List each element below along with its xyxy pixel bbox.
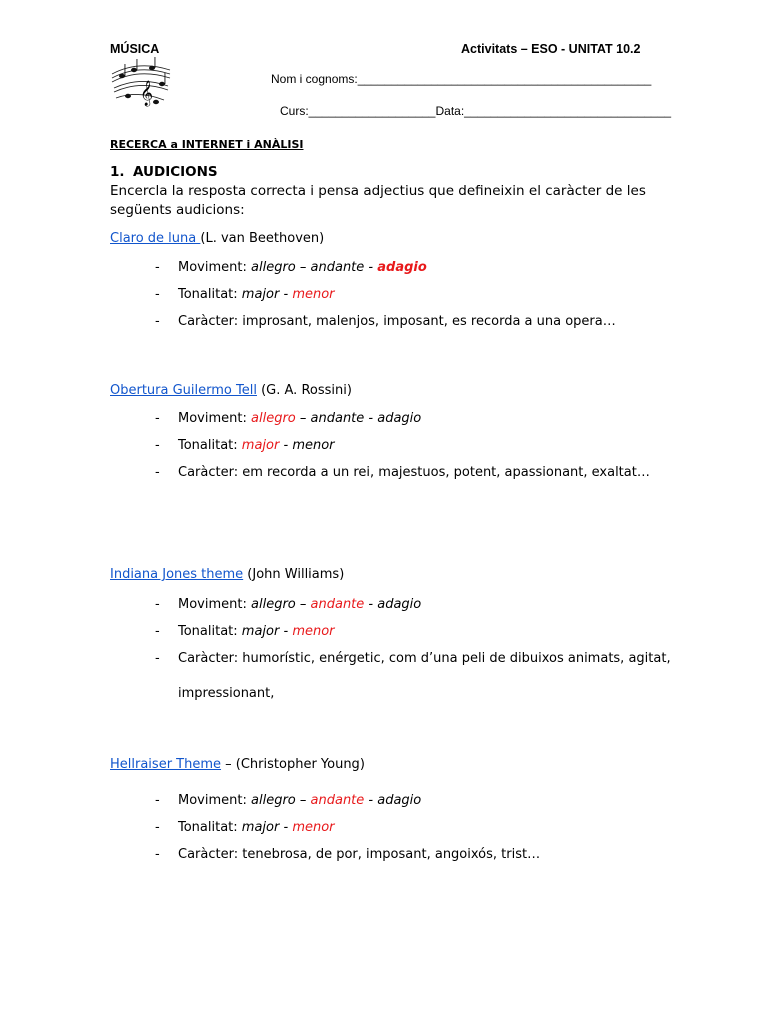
name-line: ____________________________________________ xyxy=(357,72,652,86)
separator: - xyxy=(364,597,378,612)
option-menor-selected[interactable]: menor xyxy=(292,287,335,302)
section-number: 1. xyxy=(110,164,125,180)
option-andante-selected[interactable]: andante xyxy=(310,597,365,612)
bullet-dash: - xyxy=(155,465,160,480)
name-field[interactable] xyxy=(271,72,651,86)
tonalitat-line xyxy=(178,820,335,835)
moviment-label: Moviment: xyxy=(178,597,251,612)
section-title: RECERCA a INTERNET i ANÀLISI xyxy=(110,138,304,151)
piece-composer: (G. A. Rossini) xyxy=(256,383,352,398)
bullet-dash: - xyxy=(155,260,160,275)
option-andante-selected[interactable]: andante xyxy=(310,793,365,808)
instructions: Encercla la resposta correcta i pensa adjectius que defineixin el caràcter de les següents audicions: xyxy=(110,183,646,218)
bullet-dash: - xyxy=(155,438,160,453)
moviment-label: Moviment: xyxy=(178,793,251,808)
moviment-label: Moviment: xyxy=(178,411,251,426)
moviment-label: Moviment: xyxy=(178,260,251,275)
option-allegro-selected[interactable]: allegro xyxy=(251,411,296,426)
date-line: _______________________________ xyxy=(464,104,672,118)
tonalitat-label: Tonalitat: xyxy=(178,438,242,453)
moviment-line xyxy=(178,411,421,426)
bullet-dash: - xyxy=(155,287,160,302)
caracter-line xyxy=(178,465,650,480)
bullet-dash: - xyxy=(155,624,160,639)
music-notes-logo xyxy=(108,56,176,110)
caracter-label: Caràcter: xyxy=(178,314,243,329)
caracter-label: Caràcter: xyxy=(178,847,243,862)
caracter-answer[interactable]: humorístic, enérgetic, com d’una peli de dibuixos animats, agitat, xyxy=(242,651,671,666)
svg-text:𝄞: 𝄞 xyxy=(140,81,154,106)
piece-title-line xyxy=(110,757,365,772)
separator: - xyxy=(364,411,378,426)
tonalitat-line xyxy=(178,438,335,453)
caracter-answer[interactable]: improsant, malenjos, imposant, es recorda a una opera… xyxy=(242,314,616,329)
moviment-line xyxy=(178,597,421,612)
separator: - xyxy=(364,793,378,808)
date-label: Data: xyxy=(435,104,465,118)
tonalitat-line xyxy=(178,624,335,639)
option-allegro[interactable]: allegro xyxy=(251,260,296,275)
caracter-continuation[interactable]: impressionant, xyxy=(178,686,275,701)
piece-title-line xyxy=(110,231,324,246)
separator: - xyxy=(279,287,293,302)
option-allegro[interactable]: allegro xyxy=(251,793,296,808)
bullet-dash: - xyxy=(155,651,160,666)
tonalitat-label: Tonalitat: xyxy=(178,624,242,639)
subject-title: MÚSICA xyxy=(110,42,160,56)
option-andante[interactable]: andante xyxy=(310,260,365,275)
moviment-line xyxy=(178,260,427,275)
option-major[interactable]: major xyxy=(241,287,280,302)
separator: – xyxy=(295,260,311,275)
section-heading xyxy=(110,164,218,180)
separator: - xyxy=(279,820,293,835)
piece-link[interactable]: Obertura Guilermo Tell xyxy=(110,383,257,398)
option-andante[interactable]: andante xyxy=(310,411,365,426)
separator: - xyxy=(279,624,293,639)
tonalitat-label: Tonalitat: xyxy=(178,287,242,302)
piece-composer: (John Williams) xyxy=(243,567,345,582)
piece-title-line xyxy=(110,383,352,398)
option-major[interactable]: major xyxy=(241,624,280,639)
option-adagio[interactable]: adagio xyxy=(377,597,422,612)
moviment-line xyxy=(178,793,421,808)
separator: - xyxy=(364,260,378,275)
activity-title: Activitats – ESO - UNITAT 10.2 xyxy=(461,42,641,56)
bullet-dash: - xyxy=(155,411,160,426)
option-major-selected[interactable]: major xyxy=(241,438,280,453)
option-menor-selected[interactable]: menor xyxy=(292,820,335,835)
option-menor[interactable]: menor xyxy=(292,438,335,453)
option-allegro[interactable]: allegro xyxy=(251,597,296,612)
caracter-answer[interactable]: em recorda a un rei, majestuos, potent, apassionant, exaltat… xyxy=(242,465,650,480)
bullet-dash: - xyxy=(155,820,160,835)
bullet-dash: - xyxy=(155,793,160,808)
course-date-field[interactable] xyxy=(280,104,671,118)
option-menor-selected[interactable]: menor xyxy=(292,624,335,639)
separator: – xyxy=(295,793,311,808)
caracter-line xyxy=(178,847,540,862)
course-line: ___________________ xyxy=(308,104,436,118)
separator: - xyxy=(279,438,293,453)
piece-composer: – (Christopher Young) xyxy=(221,757,365,772)
option-adagio[interactable]: adagio xyxy=(377,411,422,426)
option-adagio-selected[interactable]: adagio xyxy=(377,260,427,275)
separator: – xyxy=(295,411,311,426)
piece-link[interactable]: Hellraiser Theme xyxy=(110,757,222,772)
option-adagio[interactable]: adagio xyxy=(377,793,422,808)
caracter-answer[interactable]: tenebrosa, de por, imposant, angoixós, trist… xyxy=(242,847,541,862)
piece-composer: (L. van Beethoven) xyxy=(200,231,325,246)
caracter-line xyxy=(178,651,671,666)
tonalitat-label: Tonalitat: xyxy=(178,820,242,835)
name-label: Nom i cognoms: xyxy=(271,72,358,86)
bullet-dash: - xyxy=(155,597,160,612)
section-heading-text: AUDICIONS xyxy=(133,164,218,180)
caracter-label: Caràcter: xyxy=(178,465,243,480)
caracter-label: Caràcter: xyxy=(178,651,243,666)
caracter-line xyxy=(178,314,616,329)
tonalitat-line xyxy=(178,287,335,302)
piece-link[interactable]: Indiana Jones theme xyxy=(110,567,244,582)
course-label: Curs: xyxy=(280,104,309,118)
piece-link[interactable]: Claro de luna xyxy=(110,231,201,246)
option-major[interactable]: major xyxy=(241,820,280,835)
bullet-dash: - xyxy=(155,314,160,329)
separator: – xyxy=(295,597,311,612)
piece-title-line xyxy=(110,567,344,582)
bullet-dash: - xyxy=(155,847,160,862)
